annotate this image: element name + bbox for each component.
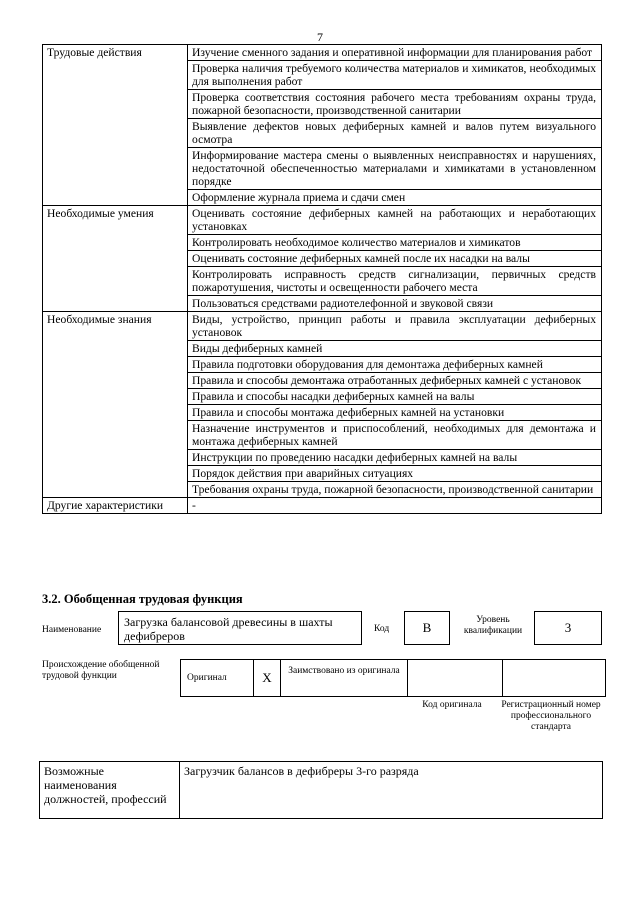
item-cell: Правила подготовки оборудования для демонтажа дефиберных камней	[188, 357, 602, 373]
item-cell: Пользоваться средствами радиотелефонной и звуковой связи	[188, 296, 602, 312]
code-original-caption: Код оригинала	[422, 700, 482, 710]
level-label	[448, 615, 538, 637]
item-cell: Правила и способы насадки дефиберных камней на валы	[188, 389, 602, 405]
level-label-line2: квалификации	[463, 626, 523, 636]
item-cell: Проверка наличия требуемого количества материалов и химикатов, необходимых для выполнения работ	[188, 61, 602, 90]
function-name-value: Загрузка балансовой древесины в шахты дефибреров	[124, 615, 333, 643]
reg-number-cell	[503, 660, 606, 697]
item-cell: Инструкции по проведению насадки дефиберных камней на валы	[188, 450, 602, 466]
item-cell: Порядок действия при аварийных ситуациях	[188, 466, 602, 482]
positions-table	[39, 761, 603, 819]
category-cell: Трудовые действия	[43, 45, 188, 206]
category-cell: Другие характеристики	[43, 498, 188, 514]
positions-label: Возможные наименования должностей, профессий	[40, 762, 180, 819]
origin-label: Происхождение обобщенной трудовой функции	[42, 660, 160, 681]
item-cell: Назначение инструментов и приспособлений, необходимых для демонтажа и монтажа дефиберных камней	[188, 421, 602, 450]
table-row	[43, 498, 602, 514]
item-cell: Контролировать необходимое количество материалов и химикатов	[188, 235, 602, 251]
level-box	[534, 611, 602, 645]
item-cell: Оформление журнала приема и сдачи смен	[188, 190, 602, 206]
code-value: В	[422, 620, 432, 635]
table-row	[43, 45, 602, 61]
reg-number-caption: Регистрационный номер профессионального стандарта	[501, 700, 601, 732]
item-cell: Требования охраны труда, пожарной безопасности, производственной санитарии	[188, 482, 602, 498]
item-cell: -	[188, 498, 602, 514]
borrowed-label: Заимствовано из оригинала	[281, 660, 408, 697]
level-label-line1: Уровень	[476, 615, 510, 625]
labor-functions-table	[42, 44, 602, 514]
item-cell: Виды дефиберных камней	[188, 341, 602, 357]
positions-value: Загрузчик балансов в дефибреры 3-го разряда	[180, 762, 603, 819]
category-cell: Необходимые умения	[43, 206, 188, 312]
original-mark: X	[254, 660, 281, 697]
item-cell: Изучение сменного задания и оперативной информации для планирования работ	[188, 45, 602, 61]
origin-table	[180, 659, 606, 697]
code-label: Код	[374, 624, 390, 634]
table-row	[43, 312, 602, 341]
page-number: 7	[317, 30, 323, 44]
item-cell: Выявление дефектов новых дефиберных камней и валов путем визуального осмотра	[188, 119, 602, 148]
item-cell: Правила и способы демонтажа отработанных дефиберных камней с установок	[188, 373, 602, 389]
item-cell: Проверка соответствия состояния рабочего места требованиям охраны труда, пожарной безопасности, производственной санитарии	[188, 90, 602, 119]
item-cell: Оценивать состояние дефиберных камней на работающих и неработающих установках	[188, 206, 602, 235]
code-original-cell	[408, 660, 503, 697]
table-row	[43, 206, 602, 235]
original-label: Оригинал	[181, 660, 254, 697]
code-box	[404, 611, 450, 645]
function-name-box	[118, 611, 362, 645]
section-heading: 3.2. Обобщенная трудовая функция	[42, 592, 243, 606]
item-cell: Оценивать состояние дефиберных камней после их насадки на валы	[188, 251, 602, 267]
item-cell: Контролировать исправность средств сигнализации, первичных средств пожаротушения, чистоты и освещенности рабочего места	[188, 267, 602, 296]
category-cell: Необходимые знания	[43, 312, 188, 498]
item-cell: Информирование мастера смены о выявленных неисправностях и нарушениях, недостаточной обеспеченностью материалами и химикатами в установленном порядке	[188, 148, 602, 190]
name-label: Наименование	[42, 625, 102, 635]
item-cell: Правила и способы монтажа дефиберных камней на установки	[188, 405, 602, 421]
level-value: 3	[564, 620, 572, 635]
item-cell: Виды, устройство, принцип работы и правила эксплуатации дефиберных установок	[188, 312, 602, 341]
